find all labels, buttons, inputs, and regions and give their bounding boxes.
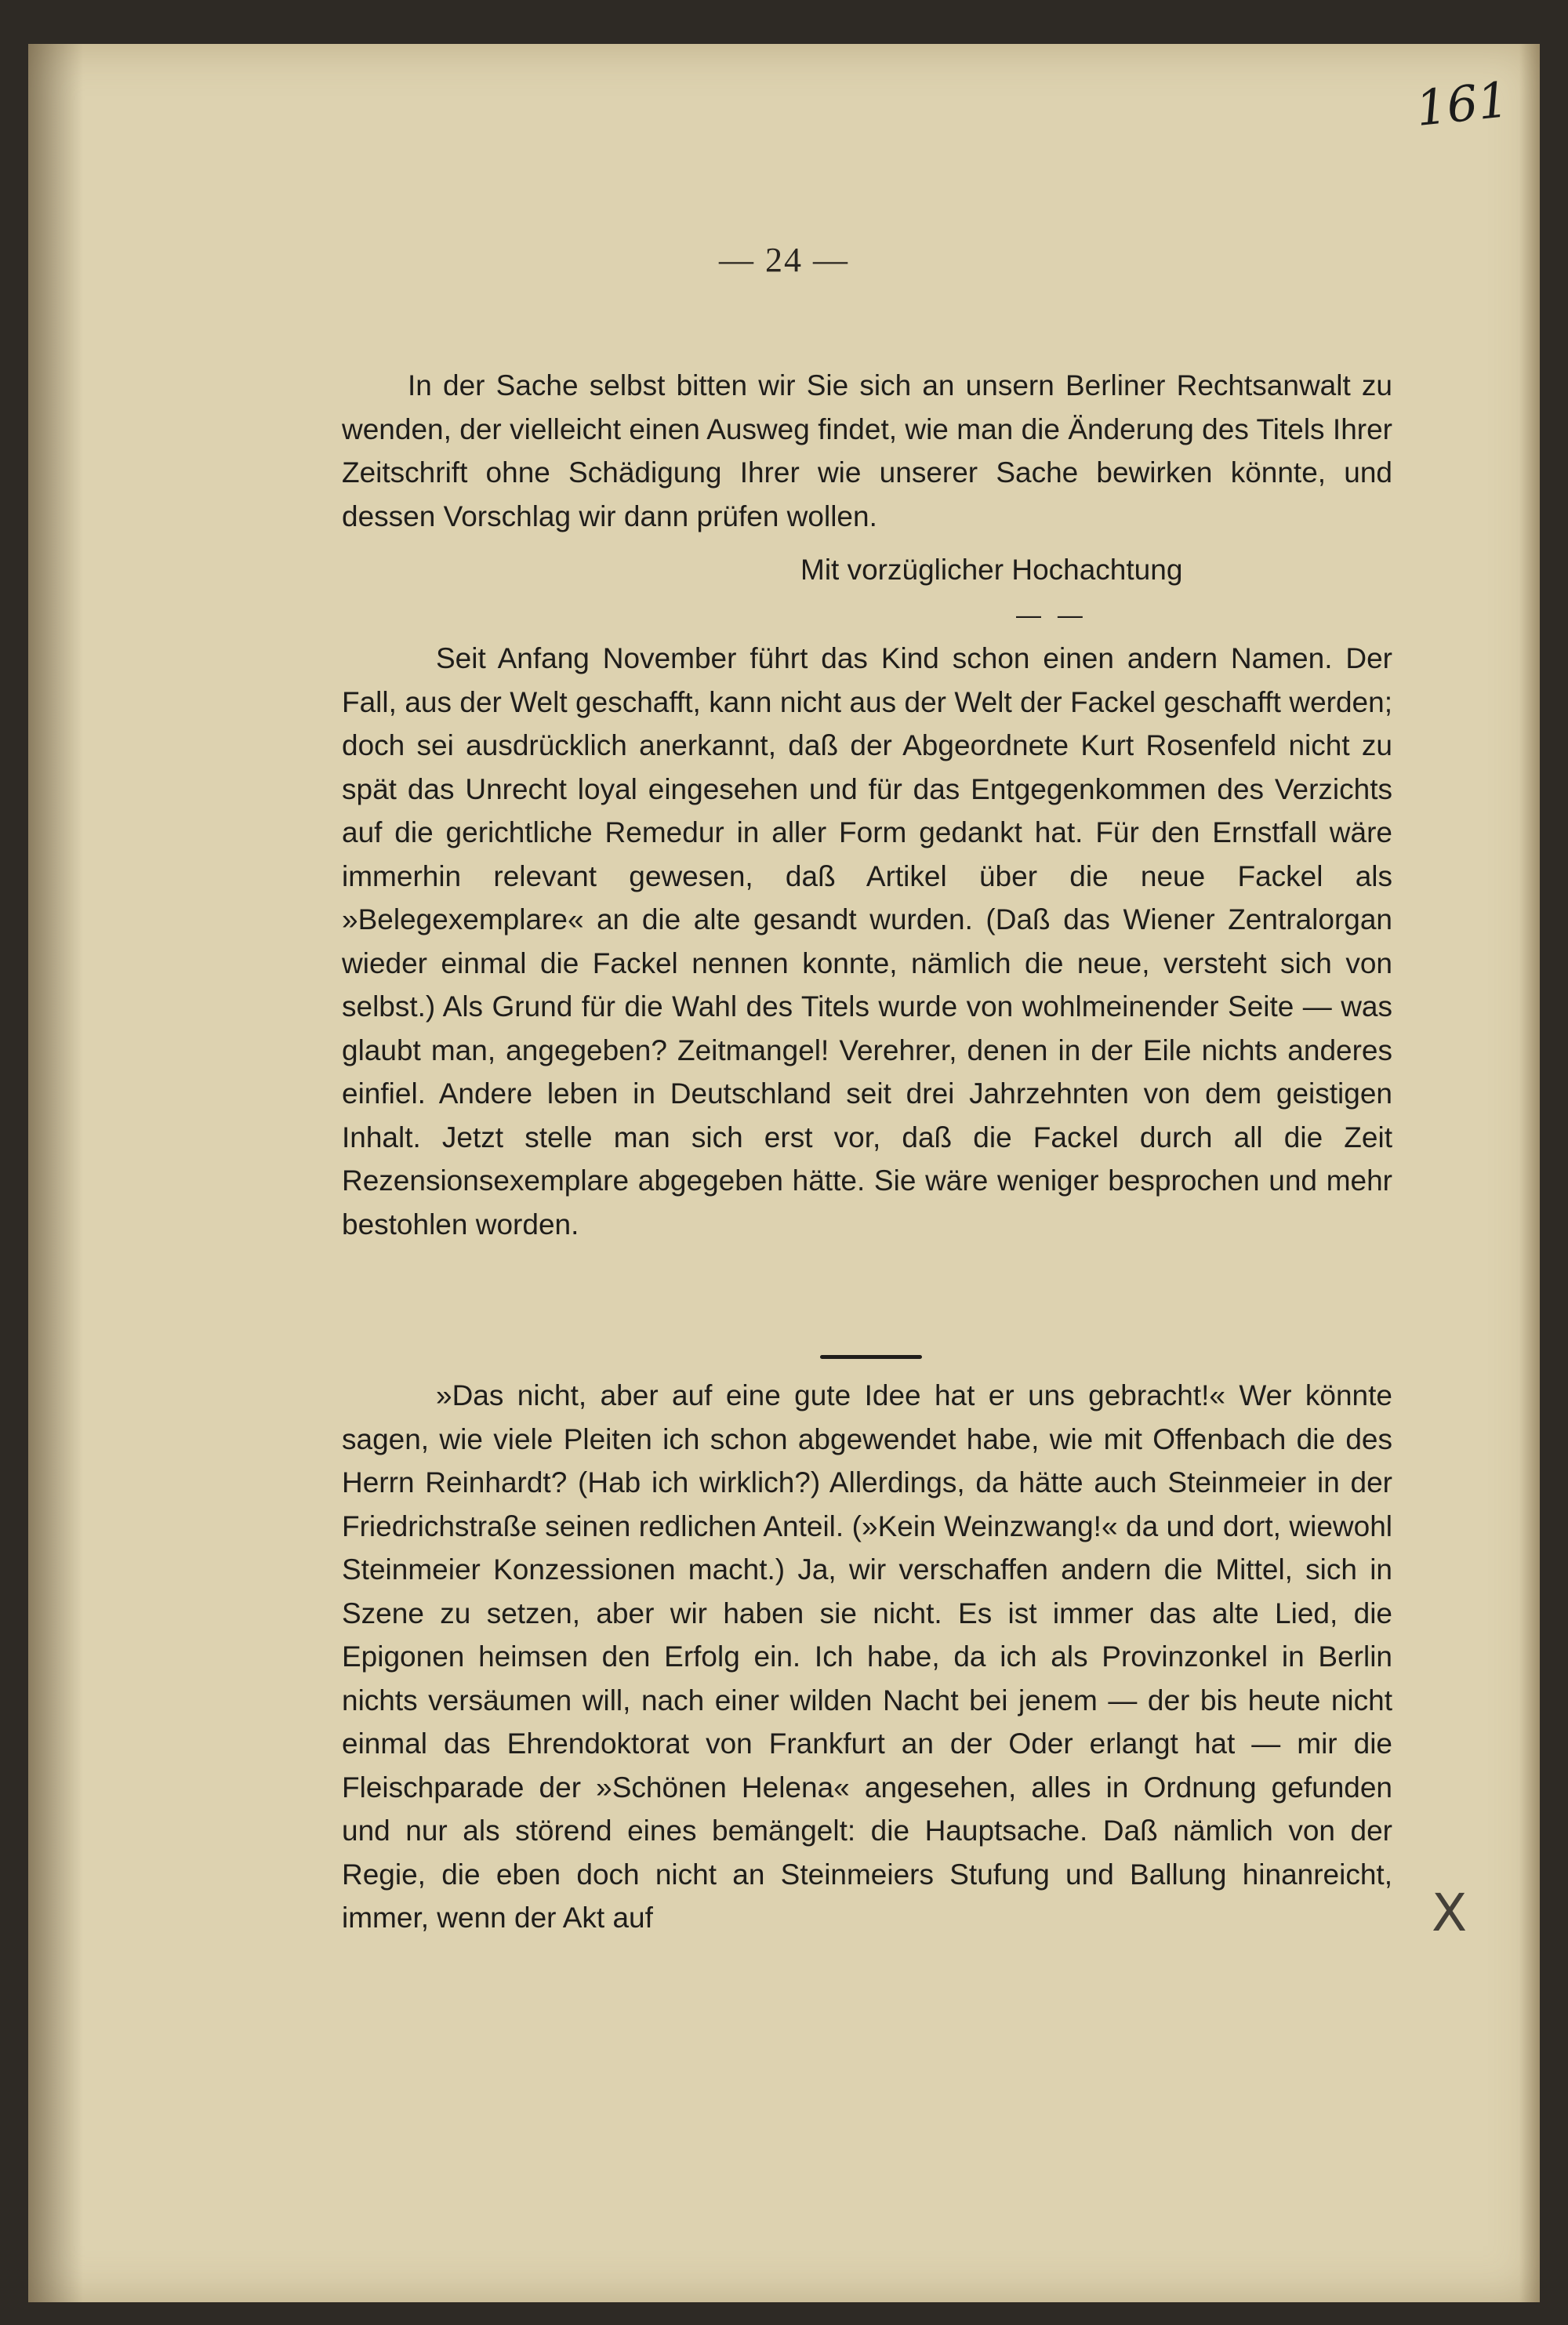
paragraph-3	[342, 1374, 1392, 1940]
page-number: — 24 —	[719, 241, 849, 279]
dash-separator: — —	[1016, 601, 1087, 629]
paragraph-1-text: In der Sache selbst bitten wir Sie sich an unsern Berliner Rechtsanwalt zu wenden, der vielleicht einen Ausweg findet, wie man die Änderung des Titels Ihrer Zeitschrift ohne Schädigung Ihrer wie unserer Sache bewirken könnte, und dessen Vorschlag wir dann prüfen wollen.	[342, 369, 1392, 532]
letter-closing: Mit vorzüglicher Hochachtung	[800, 554, 1183, 586]
handwritten-folio-number: 161	[1413, 71, 1512, 137]
paragraph-3-text: »Das nicht, aber auf eine gute Idee hat er uns gebracht!« Wer könnte sagen, wie viele Pleiten ich schon abgewendet habe, wie mit Offenbach die des Herrn Reinhardt? (Hab ich wirklich?) Allerdings, da hätte auch Steinmeier in der Friedrichstraße seinen redlichen Anteil. (»Kein Weinzwang!« da und dort, wiewohl Steinmeier Konzessionen macht.) Ja, wir verschaffen andern die Mittel, sich in Szene zu setzen, aber wir haben sie nicht. Es ist immer das alte Lied, die Epigonen heimsen den Erfolg ein. Ich habe, da ich als Provinzonkel in Berlin nichts versäumen will, nach einer wilden Nacht bei jenem — der bis heute nicht einmal das Ehrendoktorat von Frankfurt an der Oder erlangt hat — mir die Fleischparade der »Schönen Helena« angesehen, alles in Ordnung gefunden und nur als störend eines bemängelt: die Hauptsache. Daß nämlich von der Regie, die eben doch nicht an Steinmeiers Stufung und Ballung hinanreicht, immer, wenn der Akt auf	[342, 1379, 1392, 1934]
paragraph-2-text: Seit Anfang November führt das Kind schon einen andern Namen. Der Fall, aus der Welt geschafft, kann nicht aus der Welt der Fackel geschafft werden; doch sei ausdrücklich anerkannt, daß der Abgeordnete Kurt Rosenfeld nicht zu spät das Unrecht loyal eingesehen und für das Entgegenkommen des Verzichts auf die gerichtliche Remedur in aller Form gedankt hat. Für den Ernstfall wäre immerhin relevant gewesen, daß Artikel über die neue Fackel als »Belegexemplare« an die alte gesandt wurden. (Daß das Wiener Zentralorgan wieder einmal die Fackel nennen konnte, nämlich die neue, versteht sich von selbst.) Als Grund für die Wahl des Titels wurde von wohlmeinender Seite — was glaubt man, angegeben? Zeitmangel! Verehrer, denen in der Eile nichts anderes einfiel. Andere leben in Deutschland seit drei Jahrzehnten von dem geistigen Inhalt. Jetzt stelle man sich erst vor, daß die Fackel durch all die Zeit Rezensionsexemplare abgegeben hätte. Sie wäre weniger besprochen und mehr bestohlen worden.	[342, 642, 1392, 1241]
paragraph-2	[342, 637, 1392, 1246]
paragraph-1	[342, 364, 1392, 538]
book-page	[28, 44, 1540, 2302]
binding-shadow	[28, 44, 83, 2302]
section-rule	[820, 1355, 922, 1359]
handwritten-margin-mark: X	[1432, 1883, 1468, 1943]
page-edge	[1519, 44, 1540, 2302]
